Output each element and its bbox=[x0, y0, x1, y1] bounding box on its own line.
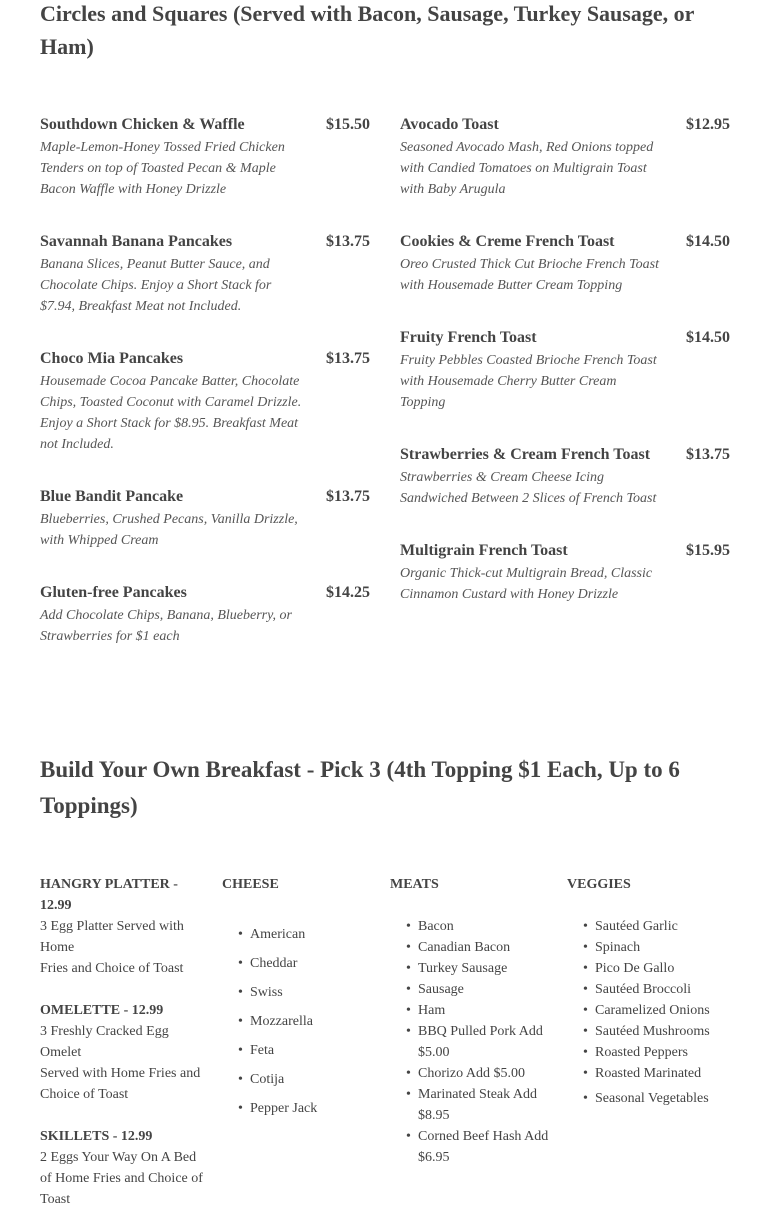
item-description: Organic Thick-cut Multigrain Bread, Classic Cinnamon Custard with Honey Drizzle bbox=[400, 566, 653, 602]
list-item: • BBQ Pulled Pork Add $5.00 bbox=[406, 1021, 560, 1063]
veggies-list bbox=[567, 916, 747, 1109]
list-item: • Pepper Jack bbox=[238, 1094, 382, 1123]
menu-item bbox=[40, 348, 370, 455]
item-name: Multigrain French Toast bbox=[400, 542, 568, 559]
item-price: $13.75 bbox=[326, 233, 370, 250]
veggies-heading: VEGGIES bbox=[567, 877, 631, 892]
platter-option bbox=[40, 1126, 205, 1210]
list-item: • Mozzarella bbox=[238, 1007, 382, 1036]
item-price: $15.95 bbox=[686, 542, 730, 559]
platter-heading: OMELETTE - 12.99 bbox=[40, 1003, 164, 1018]
menu-item bbox=[40, 114, 370, 200]
list-item: • Sautéed Broccoli bbox=[583, 979, 747, 1000]
item-price: $14.50 bbox=[686, 233, 730, 250]
section-title-build-your-own: Build Your Own Breakfast - Pick 3 (4th Topping $1 Each, Up to 6 Toppings) bbox=[40, 757, 680, 818]
item-name: Southdown Chicken & Waffle bbox=[40, 116, 245, 133]
item-price: $13.75 bbox=[686, 446, 730, 463]
menu-item bbox=[40, 486, 370, 551]
item-name: Fruity French Toast bbox=[400, 329, 537, 346]
list-item: • Marinated Steak Add $8.95 bbox=[406, 1084, 560, 1126]
item-name: Avocado Toast bbox=[400, 116, 499, 133]
item-price: $15.50 bbox=[326, 116, 370, 133]
list-item: • Spinach bbox=[583, 937, 747, 958]
item-price: $13.75 bbox=[326, 488, 370, 505]
list-item: • Sausage bbox=[406, 979, 560, 1000]
list-item: • Ham bbox=[406, 1000, 560, 1021]
item-price: $13.75 bbox=[326, 350, 370, 367]
section-title-circles-squares: Circles and Squares (Served with Bacon, Sausage, Turkey Sausage, or Ham) bbox=[40, 1, 694, 59]
list-item: • Bacon bbox=[406, 916, 560, 937]
list-item: • Chorizo Add $5.00 bbox=[406, 1063, 560, 1084]
platter-heading: HANGRY PLATTER - 12.99 bbox=[40, 877, 178, 913]
veggies-column bbox=[567, 874, 747, 1109]
list-item: • Feta bbox=[238, 1036, 382, 1065]
menu-item bbox=[400, 327, 730, 413]
platter-description: 2 Eggs Your Way On A Bed of Home Fries and Choice of Toast bbox=[40, 1150, 203, 1207]
list-item: • Cheddar bbox=[238, 949, 382, 978]
meats-column bbox=[390, 874, 560, 1168]
list-item: • Turkey Sausage bbox=[406, 958, 560, 979]
list-item: • Cotija bbox=[238, 1065, 382, 1094]
item-description: Oreo Crusted Thick Cut Brioche French Toast with Housemade Butter Cream Topping bbox=[400, 257, 659, 293]
meats-heading: MEATS bbox=[390, 877, 439, 892]
item-description: Fruity Pebbles Coasted Brioche French Toast with Housemade Cherry Butter Cream Topping bbox=[400, 353, 657, 410]
list-item: • Pico De Gallo bbox=[583, 958, 747, 979]
list-item: • Canadian Bacon bbox=[406, 937, 560, 958]
item-name: Choco Mia Pancakes bbox=[40, 350, 184, 367]
menu-column-right bbox=[400, 114, 730, 636]
menu-item bbox=[400, 444, 730, 509]
list-item: • Sautéed Mushrooms bbox=[583, 1021, 747, 1042]
item-name: Strawberries & Cream French Toast bbox=[400, 446, 651, 463]
platter-heading: SKILLETS - 12.99 bbox=[40, 1129, 153, 1144]
cheese-list bbox=[222, 920, 382, 1123]
item-name: Gluten-free Pancakes bbox=[40, 584, 187, 601]
list-item: • Seasonal Vegetables bbox=[583, 1088, 747, 1109]
menu-item bbox=[400, 114, 730, 200]
item-name: Cookies & Creme French Toast bbox=[400, 233, 615, 250]
list-item: • Corned Beef Hash Add $6.95 bbox=[406, 1126, 560, 1168]
item-description: Maple-Lemon-Honey Tossed Fried Chicken Tenders on top of Toasted Pecan & Maple Bacon Waffle with Honey Drizzle bbox=[40, 140, 285, 197]
item-description: Banana Slices, Peanut Butter Sauce, and Chocolate Chips. Enjoy a Short Stack for $7.94, Breakfast Meat not Included. bbox=[40, 257, 272, 314]
list-item: • Swiss bbox=[238, 978, 382, 1007]
menu-item bbox=[40, 582, 370, 647]
item-description: Seasoned Avocado Mash, Red Onions topped with Candied Tomatoes on Multigrain Toast with Baby Arugula bbox=[400, 140, 654, 197]
list-item: • Sautéed Garlic bbox=[583, 916, 747, 937]
item-price: $12.95 bbox=[686, 116, 730, 133]
platter-option bbox=[40, 1000, 205, 1105]
platter-description: 3 Freshly Cracked Egg Omelet Served with Home Fries and Choice of Toast bbox=[40, 1024, 201, 1102]
item-description: Add Chocolate Chips, Banana, Blueberry, or Strawberries for $1 each bbox=[40, 608, 292, 644]
item-name: Blue Bandit Pancake bbox=[40, 488, 184, 505]
menu-item bbox=[400, 540, 730, 605]
item-price: $14.25 bbox=[326, 584, 370, 601]
meats-list bbox=[390, 916, 560, 1168]
item-name: Savannah Banana Pancakes bbox=[40, 233, 233, 250]
list-item: • American bbox=[238, 920, 382, 949]
list-item: • Caramelized Onions bbox=[583, 1000, 747, 1021]
menu-column-left bbox=[40, 114, 370, 678]
list-item: • Roasted Peppers bbox=[583, 1042, 747, 1063]
item-description: Strawberries & Cream Cheese Icing Sandwiched Between 2 Slices of French Toast bbox=[400, 470, 657, 506]
item-description: Blueberries, Crushed Pecans, Vanilla Drizzle, with Whipped Cream bbox=[40, 512, 298, 548]
cheese-heading: CHEESE bbox=[222, 877, 279, 892]
platter-description: 3 Egg Platter Served with Home Fries and Choice of Toast bbox=[40, 919, 184, 976]
platter-option bbox=[40, 874, 205, 979]
item-description: Housemade Cocoa Pancake Batter, Chocolate Chips, Toasted Coconut with Caramel Drizzle. Enjoy a Short Stack for $8.95. Breakfast Meat not Included. bbox=[40, 374, 302, 452]
menu-item bbox=[40, 231, 370, 317]
menu-item bbox=[400, 231, 730, 296]
item-price: $14.50 bbox=[686, 329, 730, 346]
list-item: • Roasted Marinated bbox=[583, 1063, 747, 1084]
cheese-column bbox=[222, 874, 382, 1123]
platters-column bbox=[40, 874, 205, 1231]
